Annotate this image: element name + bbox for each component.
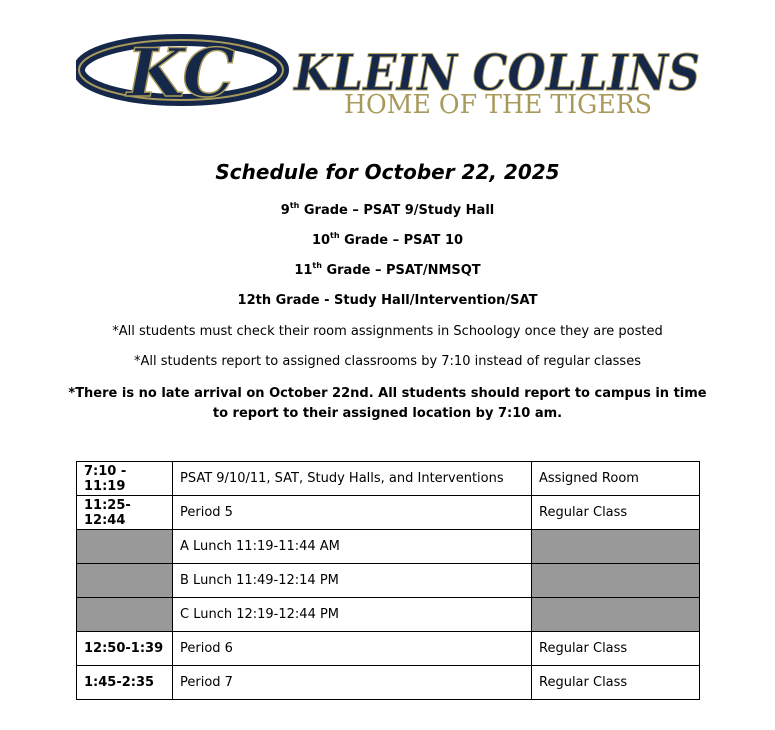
shaded-cell (532, 598, 700, 632)
table-row (77, 496, 700, 530)
activity-cell: B Lunch 11:49-12:14 PM (173, 564, 532, 598)
grade-text: Grade – PSAT 9/Study Hall (299, 203, 495, 218)
grade-number: 11 (294, 263, 313, 278)
table-row (77, 530, 700, 564)
note-room-assignments: *All students must check their room assignments in Schoology once they are posted (112, 324, 663, 339)
shaded-cell (532, 530, 700, 564)
school-logo-graphic (76, 30, 706, 120)
time-cell: 12:50-1:39 (77, 632, 173, 666)
shaded-cell (77, 564, 173, 598)
grade-number: 12th (237, 293, 272, 308)
note-no-late-arrival: *There is no late arrival on October 22nd. All students should report to campus in time to report to their assigned location by 7:10 am. (68, 386, 707, 421)
logo-school-name: KLEIN COLLINS (292, 43, 700, 102)
activity-cell: PSAT 9/10/11, SAT, Study Halls, and Interventions (173, 462, 532, 496)
page-title: Schedule for October 22, 2025 (215, 160, 560, 184)
logo-tagline: Home of the Tigers (344, 90, 652, 120)
grade-line-9 (0, 203, 775, 218)
activity-cell: Period 6 (173, 632, 532, 666)
location-cell: Regular Class (532, 666, 700, 700)
grade-line-11 (0, 263, 775, 278)
table-row (77, 462, 700, 496)
location-cell: Assigned Room (532, 462, 700, 496)
time-cell: 11:25-12:44 (77, 496, 173, 530)
table-row (77, 632, 700, 666)
grade-suffix: th (312, 261, 322, 270)
location-cell: Regular Class (532, 632, 700, 666)
shaded-cell (532, 564, 700, 598)
schedule-table (76, 461, 700, 700)
logo-monogram: KC (126, 34, 236, 112)
shaded-cell (77, 530, 173, 564)
table-row (77, 598, 700, 632)
grade-suffix: th (289, 201, 300, 210)
grade-line-12 (0, 293, 775, 308)
location-cell: Regular Class (532, 496, 700, 530)
grade-line-10 (0, 233, 775, 248)
time-cell: 1:45-2:35 (77, 666, 173, 700)
time-cell: 7:10 - 11:19 (77, 462, 173, 496)
table-row (77, 666, 700, 700)
grade-text: Grade – PSAT/NMSQT (321, 263, 481, 278)
shaded-cell (77, 598, 173, 632)
activity-cell: Period 5 (173, 496, 532, 530)
grade-number: 9 (280, 203, 290, 218)
table-row (77, 564, 700, 598)
activity-cell: C Lunch 12:19-12:44 PM (173, 598, 532, 632)
activity-cell: A Lunch 11:19-11:44 AM (173, 530, 532, 564)
grade-text: Grade – PSAT 10 (339, 233, 464, 248)
grade-number: 10 (311, 233, 331, 248)
grade-text: Grade - Study Hall/Intervention/SAT (271, 293, 538, 308)
activity-cell: Period 7 (173, 666, 532, 700)
school-logo (76, 30, 706, 120)
note-report-time: *All students report to assigned classrooms by 7:10 instead of regular classes (134, 354, 641, 369)
grade-suffix: th (330, 231, 340, 240)
